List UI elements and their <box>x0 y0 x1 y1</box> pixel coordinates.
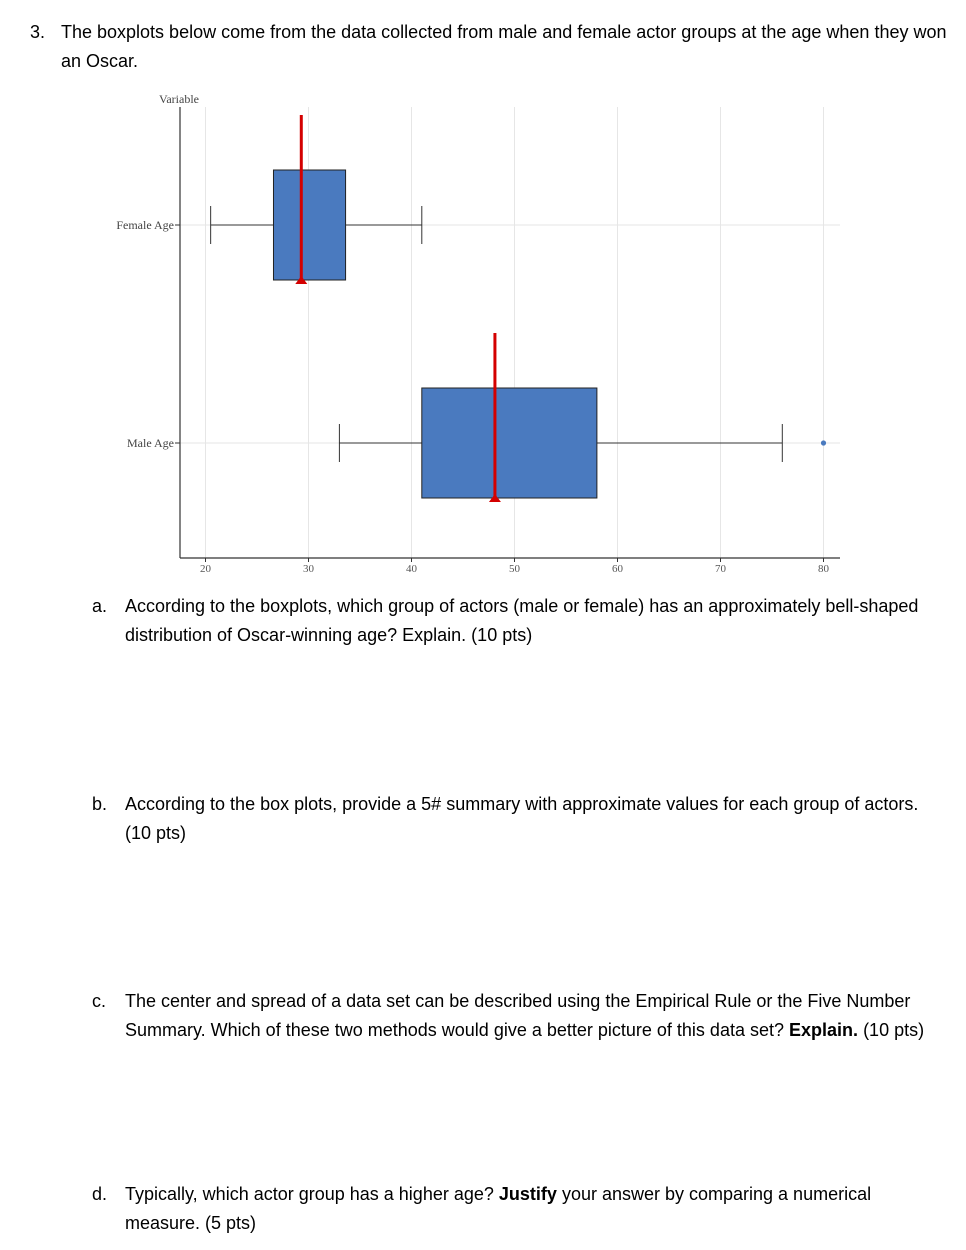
x-tick-label-70: 70 <box>715 563 726 575</box>
part-b-letter: b. <box>92 794 108 814</box>
question-text: The boxplots below come from the data collected from male and female actor groups at the age when they won an Oscar. <box>61 22 947 71</box>
part-c-bold: Explain. <box>789 1020 859 1040</box>
x-tick-label-80: 80 <box>818 563 829 575</box>
chart-boxes <box>211 115 826 502</box>
part-a-text: According to the boxplots, which group of actors (male or female) has an approximately bell-shaped distribution of Oscar-winning age? Explain. (10 pts) <box>125 596 919 645</box>
part-d-bold: Justify <box>498 1184 557 1204</box>
x-tick-label-30: 30 <box>303 563 314 575</box>
part-d-text-after: your answer by comparing a numerical measure. (5 pts) <box>125 1184 872 1233</box>
part-c-text-before: The center and spread of a data set can be described using the Empirical Rule or the Five Number Summary. Which of these two methods would give a better picture of this data set? <box>125 991 911 1040</box>
question-number: 3. <box>30 22 46 42</box>
x-tick-label-50: 50 <box>509 563 520 575</box>
part-a-letter: a. <box>92 596 108 616</box>
chart-axes <box>116 92 840 575</box>
part-d-letter: d. <box>92 1184 108 1204</box>
female-age-label: Female Age <box>116 218 174 232</box>
part-c-letter: c. <box>92 991 107 1011</box>
part-d-text <box>125 1180 940 1238</box>
part-c-text <box>125 987 940 1045</box>
x-tick-label-20: 20 <box>200 563 211 575</box>
male-age-label: Male Age <box>127 436 174 450</box>
y-axis-title: Variable <box>159 92 199 106</box>
female-age-box <box>273 170 345 280</box>
part-b-text: According to the box plots, provide a 5# summary with approximate values for each group of actors. (10 pts) <box>125 794 919 843</box>
x-tick-label-60: 60 <box>612 563 623 575</box>
male-age-outlier-0 <box>821 440 826 445</box>
x-tick-label-40: 40 <box>406 563 417 575</box>
male-age-box <box>422 388 597 498</box>
boxplot-chart <box>0 0 966 590</box>
part-d-text-before: Typically, which actor group has a higher age? <box>125 1184 494 1204</box>
part-c-text-after: (10 pts) <box>863 1020 925 1040</box>
